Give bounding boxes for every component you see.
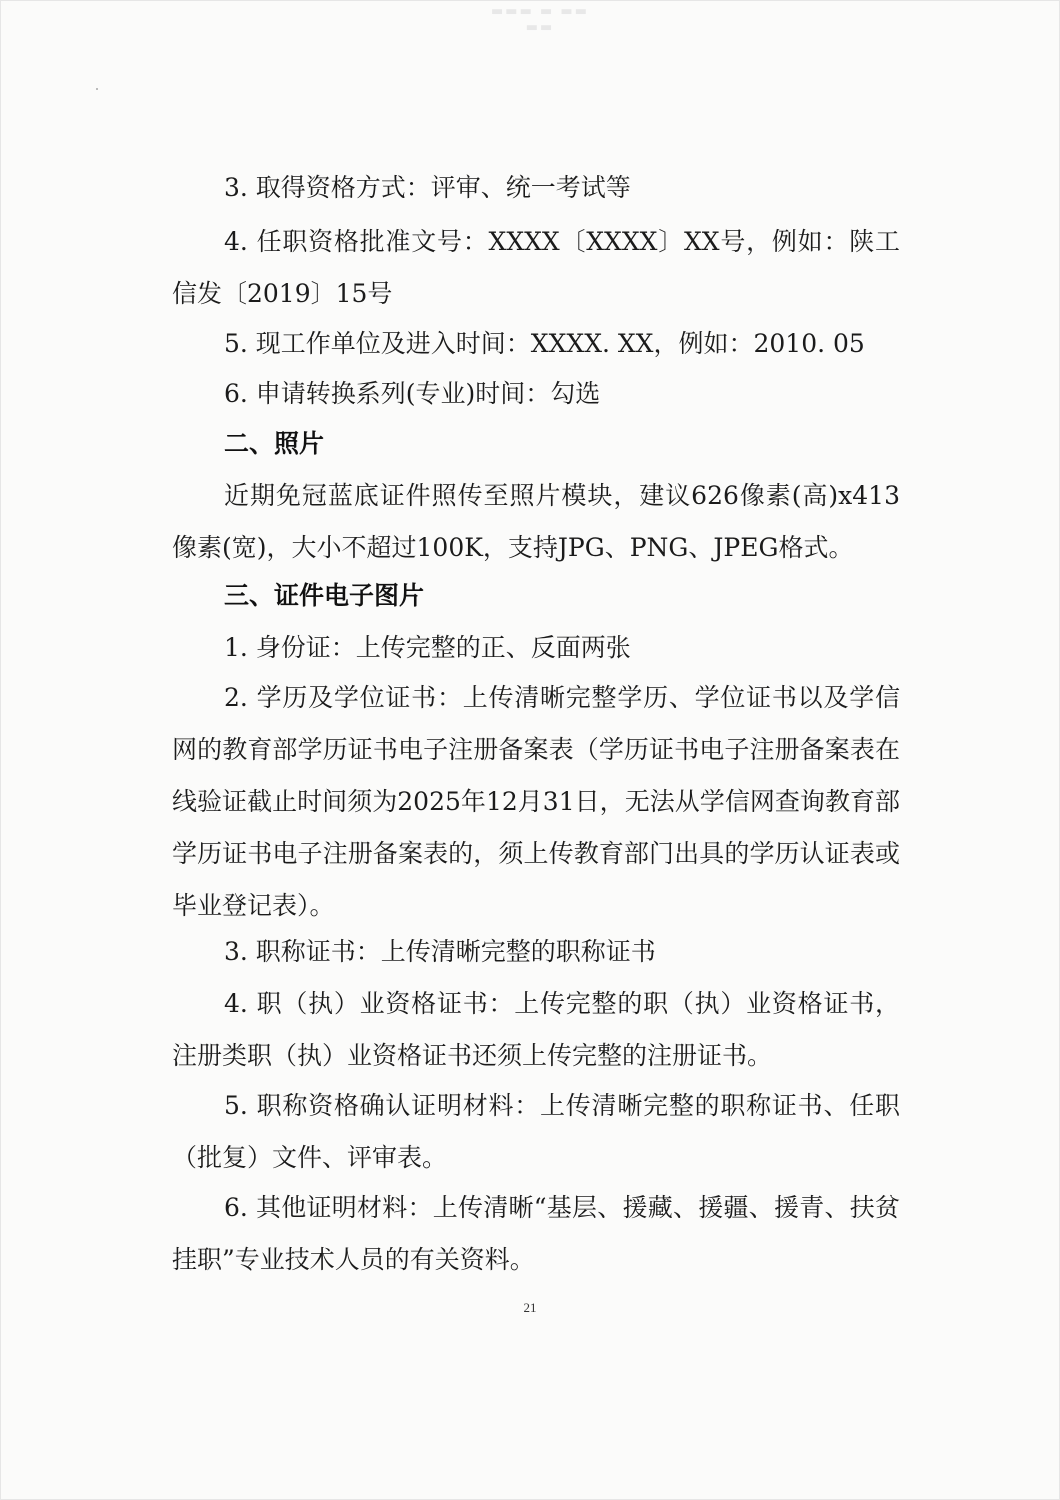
- bleed-through-header-watermark: ▬▬▬ ▬ ▬▬ ▬▬: [491, 4, 589, 35]
- page-number: 21: [523, 1300, 537, 1315]
- item-current-employer: 5. 现工作单位及进入时间：XXXX. XX，例如：2010. 05: [224, 329, 865, 358]
- item-degree-certificates: 2. 学历及学位证书：上传清晰完整学历、学位证书以及学信网的教育部学历证书电子注册备案表（学历证书电子注册备案表在线验证截止时间须为2025年12月31日，无法从学信网查询教育部学历证书电子注册备案表的，须上传教育部门出具的学历认证表或毕业登记表）。: [172, 683, 900, 920]
- item-title-confirmation: 5. 职称资格确认证明材料：上传清晰完整的职称证书、任职（批复）文件、评审表。: [172, 1091, 900, 1172]
- item-other-materials: 6. 其他证明材料：上传清晰“基层、援藏、援疆、援青、扶贫挂职”专业技术人员的有关资料。: [172, 1193, 900, 1274]
- item-title-certificate: 3. 职称证书：上传清晰完整的职称证书: [224, 937, 656, 966]
- section-heading-photo: 二、照片: [224, 429, 325, 458]
- item-practice-qualification: 4. 职（执）业资格证书：上传完整的职（执）业资格证书，注册类职（执）业资格证书还须上传完整的注册证书。: [172, 989, 900, 1070]
- item-qualification-method: 3. 取得资格方式：评审、统一考试等: [224, 173, 631, 202]
- photo-requirements: 近期免冠蓝底证件照传至照片模块，建议626像素(高)x413像素(宽)，大小不超过100K，支持JPG、PNG、JPEG格式。: [172, 481, 900, 562]
- section-heading-certificate-images: 三、证件电子图片: [224, 581, 425, 610]
- item-id-card: 1. 身份证：上传完整的正、反面两张: [224, 633, 631, 662]
- item-approval-document-number: 4. 任职资格批准文号：XXXX〔XXXX〕XX号，例如：陕工信发〔2019〕15号: [172, 227, 900, 308]
- item-conversion-time: 6. 申请转换系列(专业)时间：勾选: [224, 379, 601, 408]
- scan-speck: [96, 88, 98, 90]
